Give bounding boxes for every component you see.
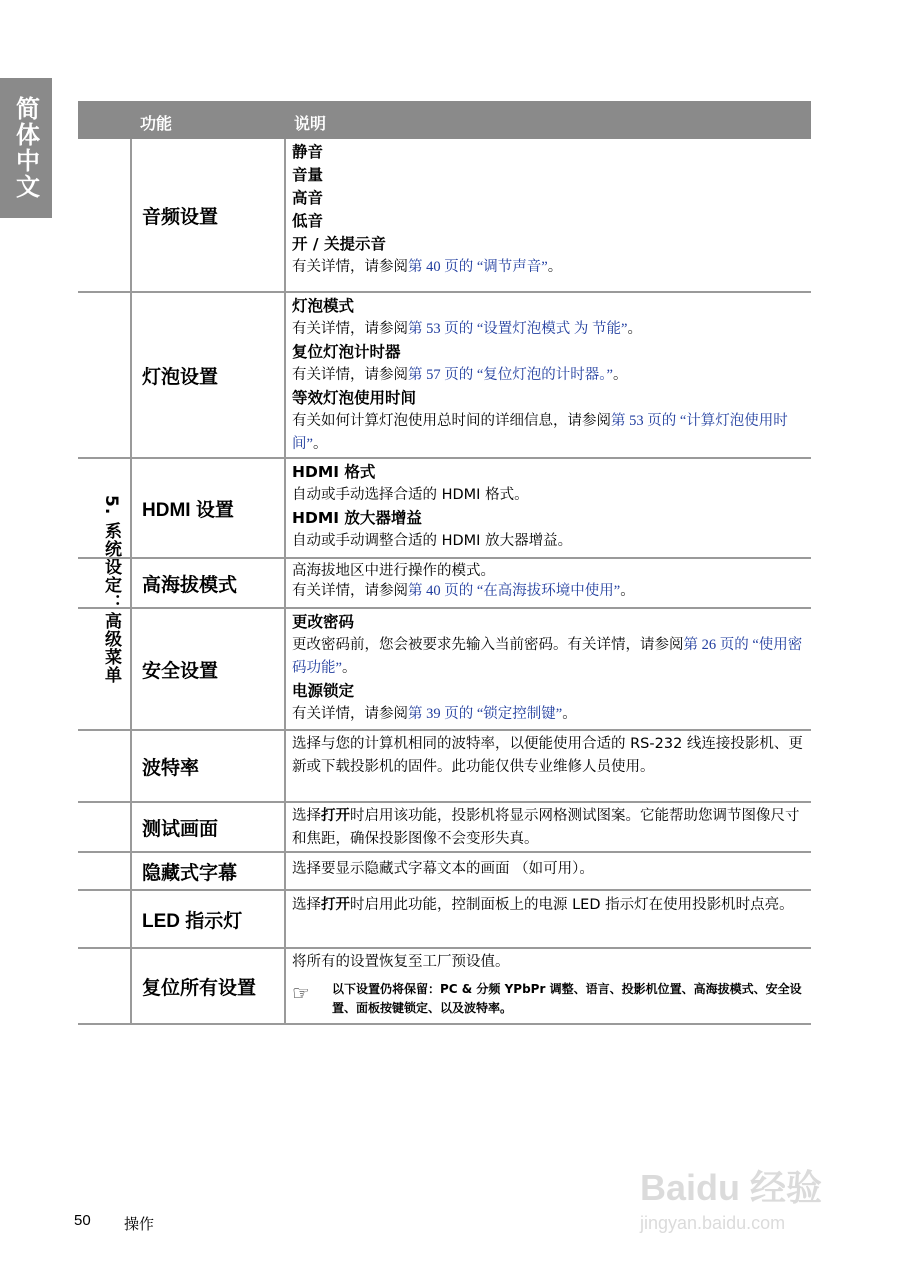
language-tab: 简体中文 <box>0 78 52 218</box>
function-description: 更改密码 更改密码前，您会被要求先输入当前密码。有关详情，请参阅第 26 页的 “使用密码功能”。 电源锁定 有关详情，请参阅第 39 页的 “锁定控制键”。 <box>284 609 811 729</box>
page-link[interactable]: 第 57 页的 “复位灯泡的计时器。” <box>408 367 613 383</box>
function-name: 音频设置 <box>130 139 284 291</box>
function-name: 隐藏式字幕 <box>130 853 284 889</box>
function-description: HDMI 格式 自动或手动选择合适的 HDMI 格式。 HDMI 放大器增益 自动或手动调整合适的 HDMI 放大器增益。 <box>284 459 811 557</box>
table-row <box>78 803 811 853</box>
page-link[interactable]: 第 53 页的 “设置灯泡模式 为 节能” <box>408 321 628 337</box>
function-name: 高海拔模式 <box>130 559 284 607</box>
table-row <box>78 609 811 731</box>
page-number: 50 <box>74 1212 91 1229</box>
header-function: 功能 <box>140 114 173 133</box>
function-name: 复位所有设置 <box>130 949 284 1023</box>
pointing-hand-icon: ☞ <box>292 981 310 1005</box>
table-row <box>78 139 811 293</box>
table-row <box>78 559 811 609</box>
table-row <box>78 731 811 803</box>
function-description: 静音 音量 高音 低音 开 / 关提示音 有关详情，请参阅第 40 页的 “调节声音”。 <box>284 139 811 291</box>
function-description: 选择与您的计算机相同的波特率，以便能使用合适的 RS-232 线连接投影机、更新或下载投影机的固件。此功能仅供专业维修人员使用。 <box>284 731 811 801</box>
function-name: 测试画面 <box>130 803 284 851</box>
note: ☞ 以下设置仍将保留：PC & 分频 YPbPr 调整、语言、投影机位置、高海拔模式、安全设置、面板按键锁定、以及波特率。 <box>292 981 802 1015</box>
function-description: 选择打开时启用此功能，控制面板上的电源 LED 指示灯在使用投影机时点亮。 <box>284 891 811 947</box>
function-name: LED 指示灯 <box>130 891 284 947</box>
page-link[interactable]: 第 40 页的 “在高海拔环境中使用” <box>408 583 621 599</box>
table-row <box>78 853 811 891</box>
table-row <box>78 949 811 1025</box>
function-name: HDMI 设置 <box>130 459 284 557</box>
function-name: 安全设置 <box>130 609 284 729</box>
function-description: 高海拔地区中进行操作的模式。 有关详情，请参阅第 40 页的 “在高海拔环境中使用”。 <box>284 559 811 607</box>
function-description: 选择打开时启用该功能，投影机将显示网格测试图案。它能帮助您调节图像尺寸和焦距，确保投影图像不会变形失真。 <box>284 803 811 851</box>
watermark-brand: Baidu 经验 <box>640 1167 823 1208</box>
page-link[interactable]: 第 53 页的 “计算灯泡使用时间” <box>292 413 788 452</box>
page-link[interactable]: 第 26 页的 “使用密码功能” <box>292 637 803 676</box>
table-row <box>78 293 811 459</box>
header-description: 说明 <box>294 114 327 133</box>
function-description: 选择要显示隐藏式字幕文本的画面 （如可用）。 <box>284 853 811 889</box>
footer-section: 操作 <box>124 1215 155 1233</box>
function-name: 波特率 <box>130 731 284 801</box>
function-description: 灯泡模式 有关详情，请参阅第 53 页的 “设置灯泡模式 为 节能”。 复位灯泡计时器 有关详情，请参阅第 57 页的 “复位灯泡的计时器。”。 等效灯泡使用时间 有关如何计算灯泡使用总时间的详细信息，请参阅第 53 页的 “计算灯泡使用时间”。 <box>284 293 811 457</box>
watermark <box>640 1160 850 1250</box>
page-link[interactable]: 第 40 页的 “调节声音” <box>408 259 548 275</box>
settings-table <box>78 101 811 1025</box>
watermark-url: jingyan.baidu.com <box>640 1213 786 1233</box>
table-row <box>78 459 811 559</box>
function-name: 灯泡设置 <box>130 293 284 457</box>
function-description: 将所有的设置恢复至工厂预设值。 ☞ 以下设置仍将保留：PC & 分频 YPbPr 调整、语言、投影机位置、高海拔模式、安全设置、面板按键锁定、以及波特率。 <box>284 949 811 1023</box>
table-header <box>78 101 811 139</box>
chapter-label: 5. 系统设定：高级菜单 <box>101 495 121 685</box>
page-link[interactable]: 第 39 页的 “锁定控制键” <box>408 706 563 722</box>
table-row <box>78 891 811 949</box>
